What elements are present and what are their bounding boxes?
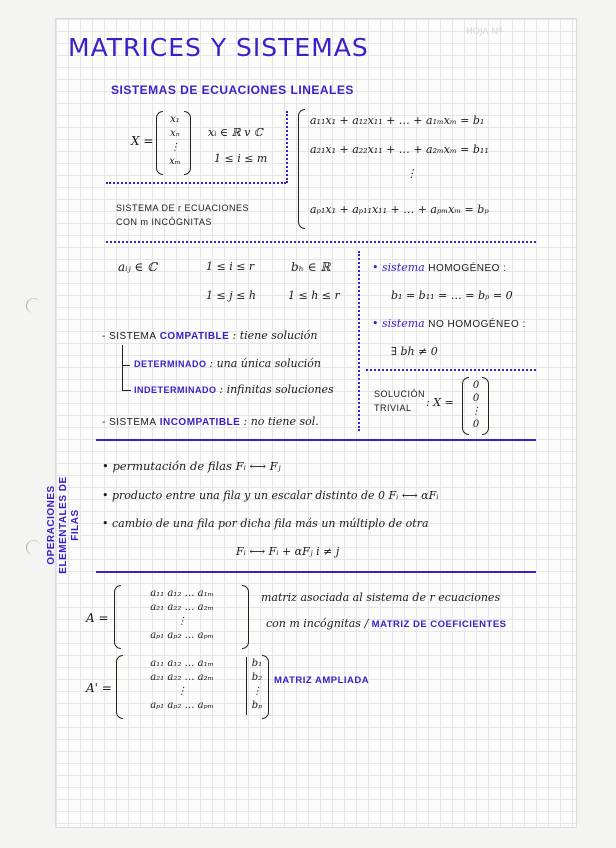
matrix-a-description-2a: con m incógnitas / — [266, 617, 369, 630]
equation-row: aₚ₁x₁ + aₚ₁₁x₁₁ + … + aₚₘxₘ = bₚ — [310, 203, 489, 216]
matrix-a-row: aₚ₁ aₚ₂ … aₚₘ — [150, 630, 214, 641]
trivial-vector-entry: 0 — [472, 393, 480, 404]
indeterminado-rest: : infinitas soluciones — [219, 383, 334, 396]
matrix-ap-b-entry: b₁ — [251, 658, 263, 669]
matrix-a-right-paren — [242, 585, 249, 649]
matrix-ap-row: aₚ₁ aₚ₂ … aₚₘ — [150, 700, 214, 711]
dotted-separator — [366, 369, 536, 371]
matrix-a-description-1: matriz asociada al sistema de r ecuaciones — [261, 591, 501, 604]
matrix-ap-b-entry: b₂ — [251, 672, 263, 683]
matrix-ap-row: ⋮ — [177, 686, 187, 697]
matrix-ap-row: a₁₁ a₁₂ … a₁ₘ — [150, 658, 214, 669]
compatible-rest: : tiene solución — [232, 329, 318, 342]
x-vector-entry: xₘ — [169, 156, 181, 167]
matrix-a-row: a₁₁ a₁₂ … a₁ₘ — [150, 588, 214, 599]
matrix-a-description-2 — [266, 617, 507, 630]
operations-side-label-3: FILAS — [70, 509, 81, 541]
aij-condition-1: 1 ≤ i ≤ r — [206, 260, 255, 273]
incompatible-rest: : no tiene sol. — [243, 415, 319, 428]
notebook-page — [46, 18, 577, 828]
matrix-ampliada-label: MATRIZ AMPLIADA — [274, 675, 370, 686]
trivial-label-2: TRIVIAL — [374, 403, 412, 413]
trivial-label-1: SOLUCIÓN — [374, 389, 426, 399]
dotted-separator — [106, 241, 536, 243]
section-divider — [96, 571, 536, 573]
compatible-word: COMPATIBLE — [159, 331, 230, 342]
operations-side-label — [46, 425, 82, 625]
x-vector-entry: xₙ — [170, 128, 180, 139]
matrix-ap-label: A' = — [86, 681, 112, 695]
indeterminado-line — [134, 383, 334, 396]
matrix-ap-b-entry: bₚ — [251, 700, 263, 711]
non-homogeneous-word: NO HOMOGÉNEO : — [428, 319, 526, 330]
binder-hole — [26, 540, 41, 555]
non-homogeneous-line — [372, 317, 526, 330]
determinado-rest: : una única solución — [209, 357, 321, 370]
page-title: MATRICES Y SISTEMAS — [68, 33, 369, 62]
homogeneous-line — [372, 261, 507, 274]
matrix-a — [118, 587, 246, 643]
matrix-ap-b-entry: ⋮ — [252, 686, 262, 697]
determinado-word: DETERMINADO — [134, 359, 207, 369]
non-homogeneous-prefix: • sistema — [372, 317, 425, 330]
operation-item: • permutación de filas Fᵢ ⟷ Fⱼ — [102, 459, 281, 473]
trivial-vector-entry: 0 — [472, 380, 480, 391]
homogeneous-equation: b₁ = b₁₁ = … = bₚ = 0 — [391, 289, 513, 302]
matrix-coefficients-label: MATRIZ DE COEFICIENTES — [371, 619, 507, 630]
x-vector — [164, 113, 186, 169]
section-divider — [96, 439, 536, 441]
operations-side-label-1: OPERACIONES — [46, 485, 57, 565]
equation-row: ⋮ — [406, 167, 417, 180]
operation-item: • producto entre una fila y un escalar distinto de 0 Fᵢ ⟷ αFᵢ — [102, 489, 439, 502]
incompatible-line — [102, 415, 319, 428]
system-note-line1: SISTEMA DE r ECUACIONES — [116, 203, 250, 213]
x-vector-entry: ⋮ — [170, 142, 180, 153]
operation-item: • cambio de una fila por dicha fila más un múltiplo de otra — [102, 517, 429, 530]
binder-hole — [26, 298, 41, 313]
homogeneous-prefix: • sistema — [372, 261, 425, 274]
x-label: X = — [131, 134, 154, 148]
dotted-separator-vertical — [358, 251, 360, 431]
dotted-separator-vertical — [286, 111, 288, 183]
operations-side-label-2: ELEMENTALES DE — [58, 476, 69, 574]
aij-definition: aᵢⱼ ∈ ℂ — [118, 260, 157, 274]
matrix-ap-right-paren — [262, 655, 269, 719]
section-heading-sistemas: SISTEMAS DE ECUACIONES LINEALES — [111, 83, 354, 97]
system-note-line2: CON m INCÓGNITAS — [116, 217, 212, 227]
non-homogeneous-equation: ∃ bh ≠ 0 — [391, 345, 438, 358]
matrix-a-label: A = — [86, 611, 109, 625]
x-vector-entry: x₁ — [170, 114, 180, 125]
bh-condition: 1 ≤ h ≤ r — [288, 289, 340, 302]
trivial-x: : X = — [426, 396, 454, 409]
x-vector-right-paren — [184, 111, 191, 175]
x-condition-2: 1 ≤ i ≤ m — [214, 152, 268, 165]
trivial-right-paren — [482, 377, 489, 435]
incompatible-prefix: - SISTEMA — [102, 417, 157, 428]
matrix-a-row: a₂₁ a₂₂ … a₂ₘ — [150, 602, 214, 613]
homogeneous-word: HOMOGÉNEO : — [428, 263, 507, 274]
operation-formula: Fᵢ ⟷ Fᵢ + αFⱼ i ≠ j — [236, 545, 340, 558]
equation-row: a₁₁x₁ + a₁₂x₁₁ + … + a₁ₘxₘ = b₁ — [310, 114, 485, 127]
arrow-connector — [122, 345, 130, 366]
determinado-line — [134, 357, 321, 370]
matrix-a-row: ⋮ — [177, 616, 187, 627]
aij-condition-2: 1 ≤ j ≤ h — [206, 289, 256, 302]
incompatible-word: INCOMPATIBLE — [159, 417, 241, 428]
indeterminado-word: INDETERMINADO — [134, 385, 217, 395]
trivial-vector-entry: 0 — [472, 419, 480, 430]
bh-definition: bₕ ∈ ℝ — [291, 260, 331, 274]
hoja-label: HOJA Nº — [466, 27, 503, 37]
compatible-prefix: - SISTEMA — [102, 331, 157, 342]
equation-row: a₂₁x₁ + a₂₂x₁₁ + … + a₂ₘxₘ = b₁₁ — [310, 143, 489, 156]
compatible-line — [102, 329, 318, 342]
equations-brace — [298, 109, 305, 229]
matrix-ap-row: a₂₁ a₂₂ … a₂ₘ — [150, 672, 214, 683]
trivial-vector-entry: ⋮ — [471, 406, 481, 417]
dotted-separator — [106, 182, 286, 184]
x-vector-left-paren — [156, 111, 163, 175]
augmented-bar — [246, 657, 247, 715]
x-condition-1: xᵢ ∈ ℝ v ℂ — [208, 126, 263, 139]
matrix-ap — [118, 657, 246, 713]
